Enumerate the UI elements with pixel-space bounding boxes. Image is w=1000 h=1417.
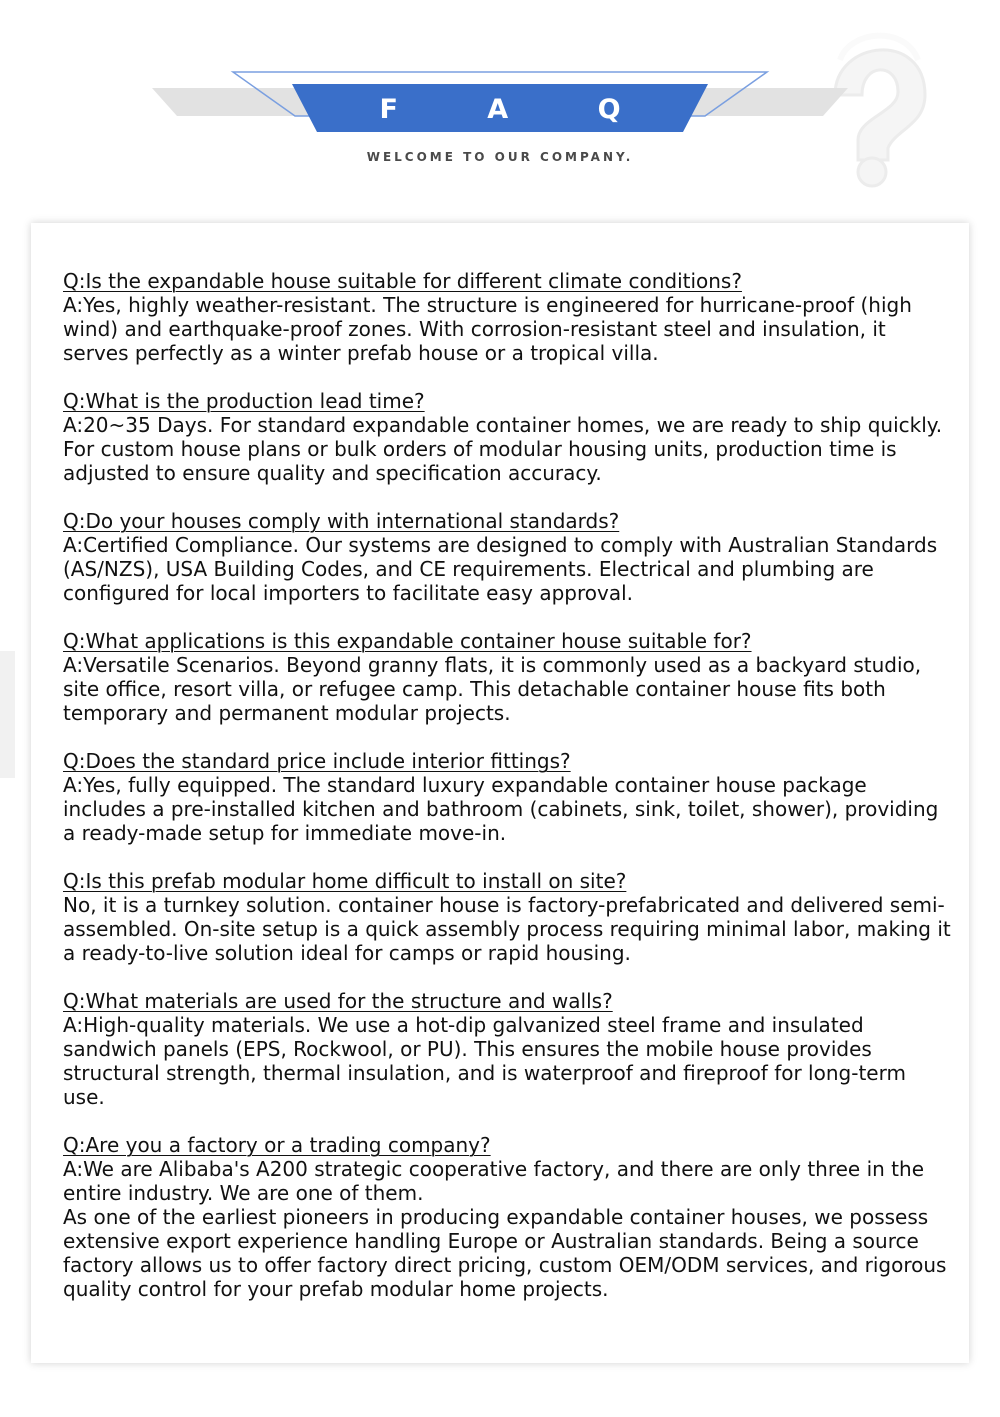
faq-header [0,0,1000,210]
faq-item [63,1133,953,1301]
faq-item [63,629,953,725]
faq-question: Q:Are you a factory or a trading company? [63,1133,491,1157]
faq-question: Q:Does the standard price include interior fittings? [63,749,571,773]
faq-answer: A:20~35 Days. For standard expandable container homes, we are ready to ship quickly. For custom house plans or bulk orders of modular housing units, production time is adjusted to ensure quality and specification accuracy. [63,413,943,485]
faq-question: Q:Is the expandable house suitable for different climate conditions? [63,269,742,293]
faq-item [63,269,953,365]
faq-item [63,749,953,845]
faq-answer: A:Yes, fully equipped. The standard luxury expandable container house package includes a pre-installed kitchen and bathroom (cabinets, sink, toilet, shower), providing a ready-made setup for immediate move-in. [63,773,939,845]
faq-question: Q:What is the production lead time? [63,389,425,413]
faq-question: Q:Do your houses comply with international standards? [63,509,620,533]
faq-answer: A:We are Alibaba's A200 strategic cooperative factory, and there are only three in the entire industry. We are one of them. [63,1157,924,1205]
faq-item [63,389,953,485]
faq-item [63,509,953,605]
faq-answer: No, it is a turnkey solution. container house is factory-prefabricated and delivered semi-assembled. On-site setup is a quick assembly process requiring minimal labor, making it a ready-to-live solution ideal for camps or rapid housing. [63,893,951,965]
faq-answer: A:Certified Compliance. Our systems are designed to comply with Australian Standards (AS/NZS), USA Building Codes, and CE requirements. Electrical and plumbing are configured for local importers to facilitate easy approval. [63,533,938,605]
faq-item [63,869,953,965]
faq-item [63,989,953,1109]
side-decor-strip [0,651,15,778]
faq-answer: A:Yes, highly weather-resistant. The structure is engineered for hurricane-proof (high wind) and earthquake-proof zones. With corrosion-resistant steel and insulation, it serves perfectly as a winter prefab house or a tropical villa. [63,293,912,365]
faq-list [63,269,953,1325]
faq-question: Q:What applications is this expandable container house suitable for? [63,629,752,653]
faq-answer: A:Versatile Scenarios. Beyond granny flats, it is commonly used as a backyard studio, site office, resort villa, or refugee camp. This detachable container house fits both temporary and permanent modular projects. [63,653,922,725]
faq-question: Q:Is this prefab modular home difficult to install on site? [63,869,627,893]
faq-answer-extra: As one of the earliest pioneers in producing expandable container houses, we possess extensive export experience handling Europe or Australian standards. Being a source factory allows us to offer factory direct pricing, custom OEM/ODM services, and rigorous quality control for your prefab modular home projects. [63,1205,947,1301]
welcome-subtitle: WELCOME TO OUR COMPANY. [366,150,634,164]
question-mark-icon [835,36,925,186]
faq-question: Q:What materials are used for the structure and walls? [63,989,613,1013]
faq-title: F A Q [379,94,661,125]
faq-answer: A:High-quality materials. We use a hot-dip galvanized steel frame and insulated sandwich panels (EPS, Rockwool, or PU). This ensures the mobile house provides structural strength, thermal insulation, and is waterproof and fireproof for long-term use. [63,1013,906,1109]
faq-card [31,223,969,1363]
